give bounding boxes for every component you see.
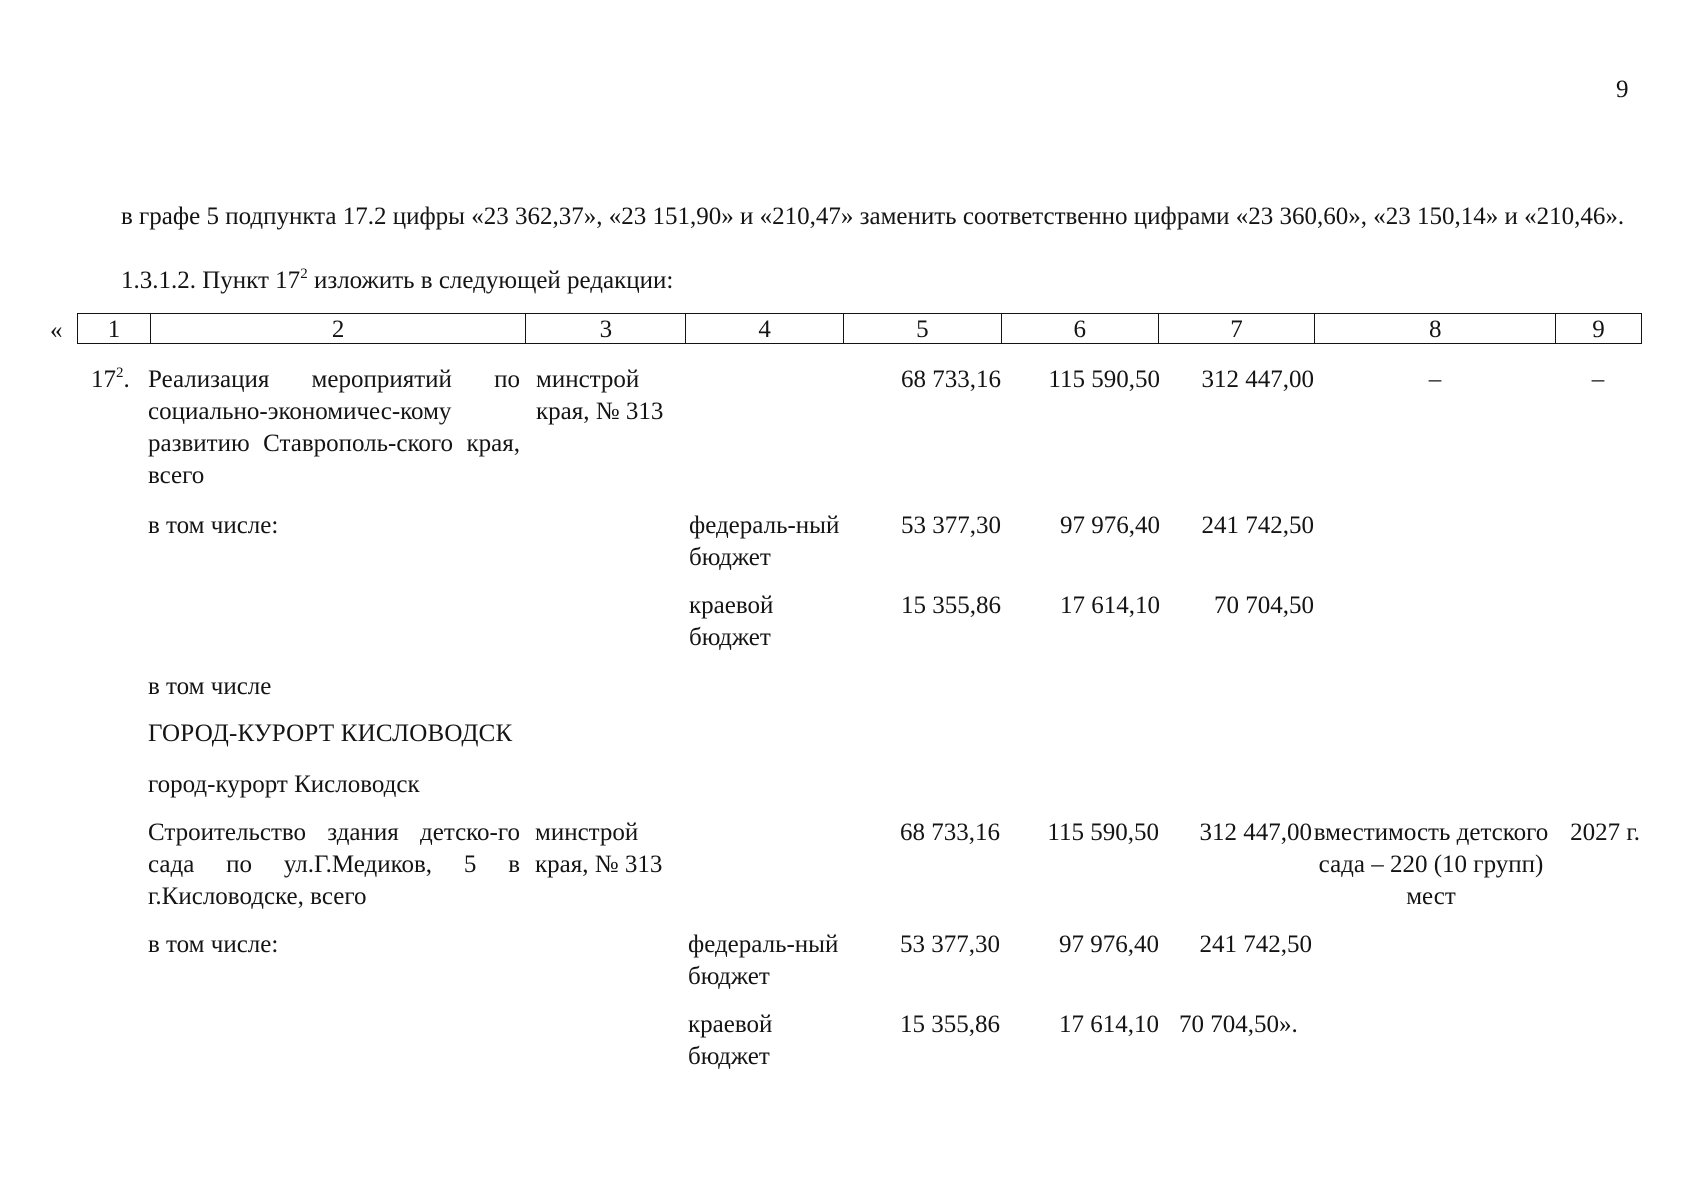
subitem-reg-col6: 17 614,10 (1059, 1011, 1159, 1038)
subitem-fed-col7: 241 742,50 (1199, 931, 1312, 958)
subitem-fed-budget-label: федераль-ный бюджет (688, 931, 839, 990)
item-col8: – (1428, 366, 1442, 393)
item-including-label: в том числе: (148, 512, 279, 539)
city-heading: ГОРОД-КУРОРТ КИСЛОВОДСК (148, 720, 513, 747)
amendment-heading-tail: изложить в следующей редакции: (307, 267, 674, 294)
header-col-1: 1 (78, 314, 151, 343)
subitem-reg-budget-label: краевой бюджет (688, 1011, 773, 1070)
amendment-heading (121, 265, 673, 297)
item-reg-col6: 17 614,10 (1060, 592, 1160, 619)
subitem-col8: вместимость детского сада – 220 (10 групп) мест (1313, 819, 1549, 910)
subitem-col9: 2027 г. (1570, 819, 1640, 846)
item-number-sup: 2 (116, 365, 124, 381)
item-reg-col5: 15 355,86 (901, 592, 1001, 619)
item-executor: минстрой края, № 313 (536, 366, 664, 425)
page-number: 9 (1616, 76, 1629, 103)
item-fed-col6: 97 976,40 (1060, 512, 1160, 539)
subitem-reg-col5: 15 355,86 (900, 1011, 1000, 1038)
item-number-main: 17 (91, 366, 116, 393)
column-number-header (77, 313, 1642, 344)
subitem-including-label: в том числе: (148, 931, 279, 958)
header-col-9: 9 (1592, 316, 1605, 343)
amendment-paragraph: в графе 5 подпункта 17.2 цифры «23 362,37», «23 151,90» и «210,47» заменить соответственно цифрами «23 360,60», «23 150,14» и «210,46». (121, 203, 1625, 230)
header-col-4: 4 (686, 314, 844, 343)
subitem-name: Строительство здания детско-го сада по ул.Г.Медиков, 5 в г.Кисловодске, всего (148, 819, 520, 910)
including-plain-label: в том числе (148, 673, 272, 700)
subitem-col7: 312 447,00 (1199, 819, 1312, 846)
header-col-5: 5 (844, 314, 1002, 343)
item-fed-col5: 53 377,30 (901, 512, 1001, 539)
item-reg-col7: 70 704,50 (1214, 592, 1314, 619)
item-col7: 312 447,00 (1201, 366, 1314, 393)
subitem-fed-col5: 53 377,30 (900, 931, 1000, 958)
city-subheading: город-курорт Кисловодск (148, 771, 420, 798)
subitem-col5: 68 733,16 (900, 819, 1000, 846)
item-col5: 68 733,16 (901, 366, 1001, 393)
header-col-8: 8 (1315, 314, 1556, 343)
item-fed-col7: 241 742,50 (1201, 512, 1314, 539)
item-col9: – (1591, 366, 1605, 393)
subitem-reg-col7: 70 704,50». (1179, 1011, 1298, 1038)
subitem-fed-col6: 97 976,40 (1059, 931, 1159, 958)
item-number-dot: . (123, 366, 130, 393)
header-col-2: 2 (151, 314, 527, 343)
header-col-3: 3 (526, 314, 686, 343)
amendment-heading-text: 1.3.1.2. Пункт 17 (121, 267, 301, 294)
header-col-6: 6 (1002, 314, 1159, 343)
item-fed-budget-label: федераль-ный бюджет (689, 512, 840, 571)
amendment-heading-sup: 2 (300, 266, 308, 282)
item-col6: 115 590,50 (1048, 366, 1160, 393)
header-col-7: 7 (1159, 314, 1316, 343)
item-reg-budget-label: краевой бюджет (689, 592, 774, 651)
item-number (91, 364, 130, 396)
opening-quote: « (50, 317, 63, 344)
item-name: Реализация мероприятий по социально-экономичес-кому развитию Ставрополь-ского края, всего (148, 366, 520, 489)
subitem-executor: минстрой края, № 313 (535, 819, 663, 878)
subitem-col6: 115 590,50 (1047, 819, 1159, 846)
